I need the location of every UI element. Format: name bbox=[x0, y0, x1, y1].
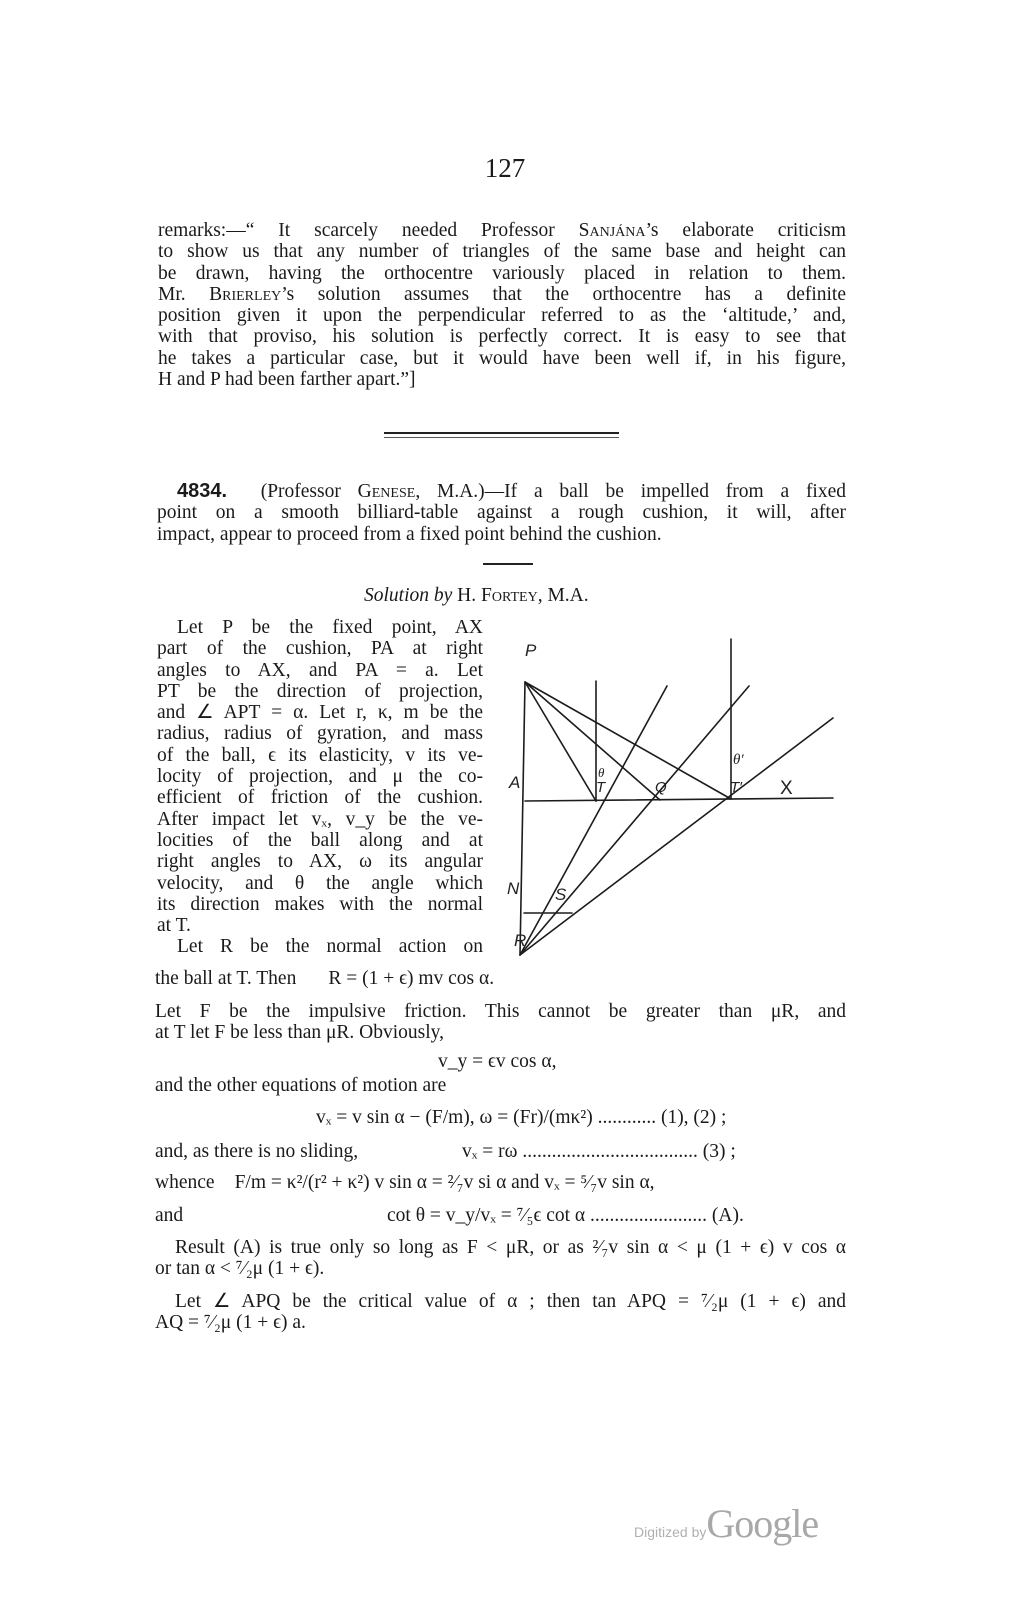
quote-line-5: position given it upon the perpendicular referred to as the ‘altitude,’ and, bbox=[158, 305, 846, 327]
page-number: 127 bbox=[484, 153, 526, 183]
line-R-through-T bbox=[520, 686, 667, 955]
critical-paragraph bbox=[155, 1291, 846, 1334]
col-line-7: of the ball, ϵ its elasticity, v its ve- bbox=[157, 744, 483, 766]
label-theta-prime: θ′ bbox=[733, 752, 744, 768]
label-R: R bbox=[514, 931, 527, 950]
line-PT-prime bbox=[525, 682, 731, 799]
line-PR bbox=[520, 682, 525, 955]
result-line-1: Result (A) is true only so long as F < μR, or as ²⁄₇v sin α < μ (1 + ϵ) v cos α bbox=[175, 1237, 846, 1258]
eq-R: R = (1 + ϵ) mv cos α. bbox=[328, 968, 495, 989]
label-N: N bbox=[507, 879, 520, 898]
whence-line: whence F/m = κ²/(r² + κ²) v sin α = ²⁄₇v si α and vₓ = ⁵⁄₇v sin α, bbox=[155, 1172, 655, 1193]
whence-eq: F/m = κ²/(r² + κ²) v sin α = ²⁄₇v si α and vₓ = ⁵⁄₇v sin α, bbox=[234, 1172, 655, 1193]
label-theta: θ bbox=[598, 765, 605, 780]
eq-3: vₓ = rω .................................... (3) ; bbox=[462, 1141, 736, 1162]
then-line: the ball at T. Then R = (1 + ϵ) mv cos α. bbox=[155, 968, 495, 989]
col-line-13: velocity, and θ the angle which bbox=[157, 872, 483, 894]
label-T: T bbox=[596, 779, 606, 796]
no-sliding-line: and, as there is no sliding, vₓ = rω .................................... (3) ; bbox=[155, 1141, 736, 1162]
friction-line-2: at T let F be less than μR. Obviously, bbox=[155, 1022, 445, 1044]
col-line-5: and ∠ APT = α. Let r, κ, m be the bbox=[157, 702, 483, 724]
label-P: P bbox=[525, 641, 537, 660]
quote-line-3: be drawn, having the orthocentre variously placed in relation to them. bbox=[158, 262, 846, 284]
col-line-16: Let R be the normal action on bbox=[177, 936, 483, 958]
result-line-2: or tan α < ⁷⁄₂μ (1 + ϵ). bbox=[155, 1258, 325, 1280]
google-watermark bbox=[634, 1500, 818, 1547]
watermark-prefix: Digitized by bbox=[634, 1524, 707, 1540]
col-line-10: After impact let vₓ, v_y be the ve- bbox=[157, 808, 483, 830]
critical-line-1: Let ∠ APQ be the critical value of α ; then tan APQ = ⁷⁄₂μ (1 + ϵ) and bbox=[175, 1291, 846, 1312]
col-line-6: radius, radius of gyration, and mass bbox=[157, 723, 483, 745]
line-R-through-Q bbox=[520, 686, 749, 955]
question-number: 4834. bbox=[177, 480, 228, 502]
label-S: S bbox=[555, 885, 567, 904]
col-line-11: locities of the ball along and at bbox=[157, 829, 483, 851]
question-line-2: point on a smooth billiard-table against a rough cushion, it will, after bbox=[157, 502, 846, 524]
friction-line-1: Let F be the impulsive friction. This cannot be greater than μR, and bbox=[155, 1001, 846, 1022]
quote-line-8: H and P had been farther apart.”] bbox=[158, 369, 416, 391]
label-X: X bbox=[780, 778, 793, 799]
col-line-15: at T. bbox=[157, 915, 191, 937]
friction-paragraph bbox=[155, 1001, 846, 1044]
col-line-4: PT be the direction of projection, bbox=[157, 680, 483, 702]
line-PT bbox=[525, 682, 596, 801]
col-line-1: Let P be the fixed point, AX bbox=[177, 617, 483, 638]
quote-line-1: remarks:—“ It scarcely needed Professor Sanjána’s elaborate criticism bbox=[158, 220, 847, 241]
eq-1-2: vₓ = v sin α − (F/m), ω = (Fr)/(mκ²) ............ (1), (2) ; bbox=[316, 1107, 727, 1128]
quote-line-4: Mr. Brierley’s solution assumes that the orthocentre has a definite bbox=[158, 283, 846, 305]
quote-line-6: with that proviso, his solution is perfectly correct. It is easy to see that bbox=[158, 326, 846, 348]
solution-heading: Solution by H. Fortey, M.A. bbox=[364, 585, 589, 606]
col-line-12: right angles to AX, ω its angular bbox=[157, 851, 483, 873]
quote-line-2: to show us that any number of triangles of the same base and height can bbox=[158, 241, 846, 263]
label-T-prime: T′ bbox=[730, 779, 742, 796]
col-line-8: locity of projection, and μ the co- bbox=[157, 766, 483, 788]
question-line-3: impact, appear to proceed from a fixed point behind the cushion. bbox=[157, 523, 662, 545]
eq-A: cot θ = v_y/vₓ = ⁷⁄₅ϵ cot α ........................ (A). bbox=[387, 1205, 744, 1226]
col-line-2: part of the cushion, PA at right bbox=[157, 638, 483, 660]
google-logo: Google bbox=[706, 1501, 819, 1546]
line-PQ bbox=[525, 682, 660, 800]
col-line-14: its direction makes with the normal bbox=[157, 893, 483, 915]
label-Q: Q bbox=[655, 779, 667, 796]
proposer-name: Genese bbox=[357, 481, 416, 502]
col-line-3: angles to AX, and PA = a. Let bbox=[157, 659, 483, 681]
other-equations-intro: and the other equations of motion are bbox=[155, 1075, 447, 1096]
result-paragraph bbox=[155, 1237, 846, 1280]
question-line-1: 4834. (Professor Genese, M.A.)—If a ball be impelled from a fixed bbox=[177, 480, 847, 502]
name-brierley: Brierley bbox=[209, 283, 282, 305]
and-line: and cot θ = v_y/vₓ = ⁷⁄₅ϵ cot α ........................ (A). bbox=[155, 1205, 744, 1226]
critical-line-2: AQ = ⁷⁄₂μ (1 + ϵ) a. bbox=[155, 1312, 306, 1334]
quote-line-7: he takes a particular case, but it would have been well if, in his figure, bbox=[158, 347, 846, 369]
label-A: A bbox=[509, 773, 521, 792]
col-line-9: efficient of friction of the cushion. bbox=[157, 787, 483, 809]
name-sanjana: Sanjána bbox=[578, 220, 646, 241]
solution-author: Fortey bbox=[481, 585, 538, 606]
eq-vy: v_y = ϵv cos α, bbox=[438, 1051, 557, 1072]
